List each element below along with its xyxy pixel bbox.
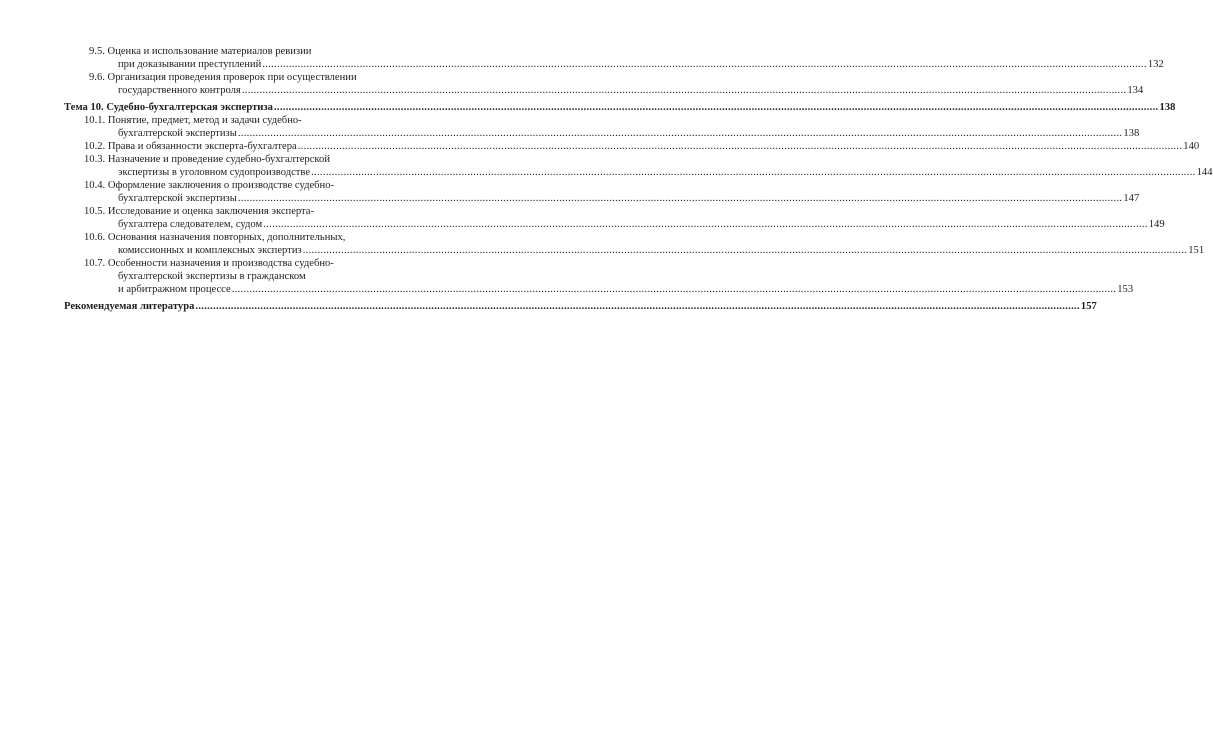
toc-entry-title: бухгалтерской экспертизы bbox=[118, 128, 237, 139]
dot-leader: ............................................................................................................................................................................................................................................................................................................ bbox=[302, 245, 1188, 256]
toc-entry-title: экспертизы в уголовном судопроизводстве bbox=[118, 167, 311, 178]
dot-leader: ............................................................................................................................................................................................................................................................................................................ bbox=[241, 85, 1127, 96]
toc-entry-last-line bbox=[64, 166, 1213, 179]
toc-subsection-entry[interactable] bbox=[64, 205, 1165, 231]
toc-entry-last-line bbox=[64, 192, 1140, 205]
toc-entry-last-line bbox=[64, 127, 1140, 140]
dot-leader: ............................................................................................................................................................................................................................................................................................................ bbox=[237, 128, 1123, 139]
toc-subsection-entry[interactable] bbox=[64, 114, 1140, 140]
toc-subsection-entry[interactable] bbox=[64, 71, 1144, 97]
toc-entry-title: при доказывании преступлений bbox=[118, 59, 262, 70]
toc-entry-last-line bbox=[64, 101, 1176, 114]
toc-entry-title: Тема 10. Судебно-бухгалтерская экспертиза bbox=[64, 102, 273, 113]
toc-entry-title-line: 10.7. Особенности назначения и производства судебно- bbox=[84, 258, 334, 269]
toc-page-number: 138 bbox=[1123, 128, 1140, 139]
dot-leader: ............................................................................................................................................................................................................................................................................................................ bbox=[311, 167, 1196, 178]
toc-entry-last-line bbox=[64, 283, 1134, 296]
toc-entry-title: 10.2. Права и обязанности эксперта-бухгалтера bbox=[84, 141, 297, 152]
toc-entry-title-line: бухгалтерской экспертизы в гражданском bbox=[118, 271, 306, 282]
toc-section-entry[interactable] bbox=[64, 300, 1097, 313]
dot-leader: ............................................................................................................................................................................................................................................................................................................ bbox=[297, 141, 1183, 152]
toc-page-number: 157 bbox=[1080, 301, 1097, 312]
dot-leader: ............................................................................................................................................................................................................................................................................................................ bbox=[262, 59, 1147, 70]
toc-entry-last-line bbox=[64, 244, 1205, 257]
toc-entry-title-line: 10.4. Оформление заключения о производстве судебно- bbox=[84, 180, 335, 191]
toc-subsection-entry[interactable] bbox=[64, 45, 1164, 71]
dot-leader: ............................................................................................................................................................................................................................................................................................................ bbox=[231, 284, 1117, 295]
toc-subsection-entry[interactable] bbox=[64, 231, 1205, 257]
toc-page-number: 140 bbox=[1183, 141, 1200, 152]
toc-entry-last-line bbox=[64, 84, 1144, 97]
table-of-contents bbox=[64, 45, 1213, 313]
toc-section-entry[interactable] bbox=[64, 101, 1176, 114]
toc-page-number: 132 bbox=[1147, 59, 1164, 70]
toc-page-number: 153 bbox=[1117, 284, 1134, 295]
toc-subsection-entry[interactable] bbox=[64, 140, 1200, 153]
toc-entry-title-line: 10.6. Основания назначения повторных, дополнительных, bbox=[84, 232, 346, 243]
toc-entry-title: и арбитражном процессе bbox=[118, 284, 231, 295]
toc-entry-title-line: 10.5. Исследование и оценка заключения эксперта- bbox=[84, 206, 315, 217]
toc-entry-title-line: 10.3. Назначение и проведение судебно-бухгалтерской bbox=[84, 154, 330, 165]
toc-entry-last-line bbox=[64, 58, 1164, 71]
dot-leader: ............................................................................................................................................................................................................................................................................................................ bbox=[273, 102, 1159, 113]
toc-page-number: 138 bbox=[1159, 102, 1176, 113]
toc-entry-title: комиссионных и комплексных экспертиз bbox=[118, 245, 302, 256]
toc-entry-last-line bbox=[64, 140, 1200, 153]
toc-entry-title: государственного контроля bbox=[118, 85, 241, 96]
dot-leader: ............................................................................................................................................................................................................................................................................................................ bbox=[195, 301, 1080, 312]
toc-entry-title: бухгалтера следователем, судом bbox=[118, 219, 263, 230]
toc-entry-title: бухгалтерской экспертизы bbox=[118, 193, 237, 204]
toc-page-number: 134 bbox=[1127, 85, 1144, 96]
toc-page-number: 151 bbox=[1188, 245, 1205, 256]
dot-leader: ............................................................................................................................................................................................................................................................................................................ bbox=[237, 193, 1123, 204]
dot-leader: ............................................................................................................................................................................................................................................................................................................ bbox=[263, 219, 1148, 230]
toc-page-number: 149 bbox=[1148, 219, 1165, 230]
toc-page-number: 144 bbox=[1196, 167, 1213, 178]
toc-subsection-entry[interactable] bbox=[64, 179, 1140, 205]
toc-subsection-entry[interactable] bbox=[64, 257, 1134, 296]
toc-entry-title-line: 10.1. Понятие, предмет, метод и задачи судебно- bbox=[84, 115, 302, 126]
toc-entry-title-line: 9.5. Оценка и использование материалов ревизии bbox=[89, 46, 312, 57]
toc-entry-last-line bbox=[64, 218, 1165, 231]
toc-subsection-entry[interactable] bbox=[64, 153, 1213, 179]
toc-entry-last-line bbox=[64, 300, 1097, 313]
toc-entry-title-line: 9.6. Организация проведения проверок при осуществлении bbox=[89, 72, 357, 83]
toc-entry-title: Рекомендуемая литература bbox=[64, 301, 195, 312]
toc-page-number: 147 bbox=[1123, 193, 1140, 204]
